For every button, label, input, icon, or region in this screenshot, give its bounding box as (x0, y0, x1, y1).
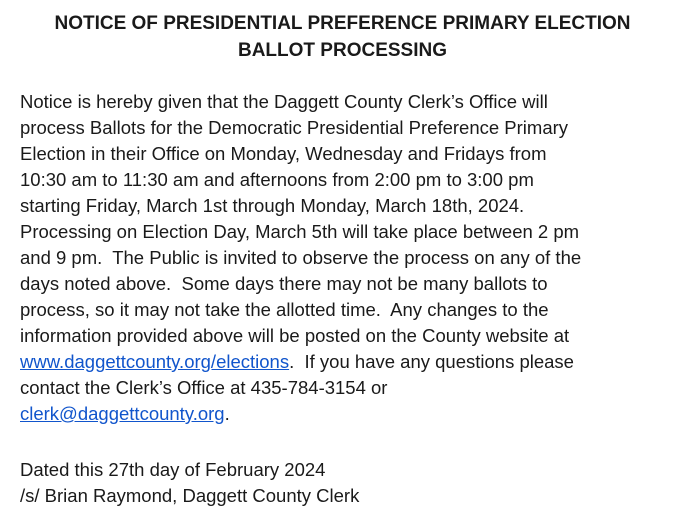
signature-line: /s/ Brian Raymond, Daggett County Clerk (20, 485, 360, 506)
body-line: and 9 pm. The Public is invited to observe the process on any of the (20, 247, 582, 268)
title-line-1: NOTICE OF PRESIDENTIAL PREFERENCE PRIMARY ELECTION (54, 13, 631, 34)
body-line: 10:30 am to 11:30 am and afternoons from 2:00 pm to 3:00 pm (20, 169, 534, 190)
contact-line: contact the Clerk’s Office at 435-784-3154 or (20, 377, 388, 398)
website-line (20, 349, 665, 375)
notice-footer (20, 457, 665, 509)
body-line: days noted above. Some days there may not be many ballots to (20, 273, 548, 294)
body-line: starting Friday, March 1st through Monday, March 18th, 2024. (20, 195, 525, 216)
body-line: process, so it may not take the allotted time. Any changes to the (20, 299, 549, 320)
notice-title (0, 10, 685, 64)
notice-body (20, 89, 665, 427)
email-link[interactable]: clerk@daggettcounty.org (20, 403, 225, 424)
body-line: information provided above will be posted on the County website at (20, 325, 570, 346)
dated-line: Dated this 27th day of February 2024 (20, 459, 326, 480)
website-link[interactable]: www.daggettcounty.org/elections (20, 351, 290, 372)
body-line: Processing on Election Day, March 5th will take place between 2 pm (20, 221, 580, 242)
body-line: Election in their Office on Monday, Wednesday and Fridays from (20, 143, 547, 164)
body-line: Notice is hereby given that the Daggett County Clerk’s Office will (20, 91, 548, 112)
after-email-text: . (224, 403, 230, 424)
title-line-2: BALLOT PROCESSING (237, 40, 447, 61)
after-link-text: . If you have any questions please (289, 351, 574, 372)
body-line: process Ballots for the Democratic Presidential Preference Primary (20, 117, 569, 138)
email-line (20, 401, 665, 427)
